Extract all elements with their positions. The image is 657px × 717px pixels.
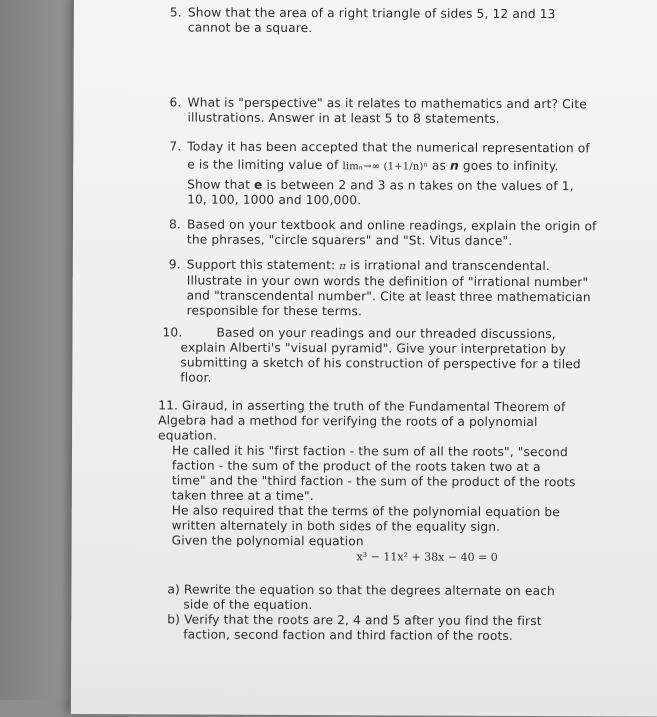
- question-text: Based on your readings and our threaded discussions,: [216, 325, 556, 342]
- question-text: He called it his "first faction - the sum of all the roots", "second: [171, 443, 568, 460]
- part-b-text: b) Verify that the roots are 2, 4 and 5 after you find the first: [167, 612, 542, 629]
- question-7: [169, 139, 590, 209]
- question-5: [170, 5, 556, 37]
- question-text: What is "perspective" as it relates to mathematics and art? Cite: [187, 95, 587, 112]
- question-text: Support this statement:: [186, 257, 336, 273]
- question-number: 6.: [169, 95, 182, 110]
- worksheet-page: [71, 0, 657, 717]
- question-text: e is the limiting value of: [187, 157, 339, 173]
- question-number: 10.: [162, 325, 183, 340]
- question-text: Algebra had a method for verifying the roots of a polynomial: [158, 413, 538, 430]
- question-text: time" and the "third faction - the sum of the product of the roots: [171, 473, 576, 490]
- question-text: illustrations. Answer in at least 5 to 8 statements.: [187, 110, 500, 126]
- question-6: [169, 95, 587, 127]
- question-text: is between 2 and 3 as n takes on the values of 1,: [266, 177, 574, 194]
- question-text: floor.: [180, 370, 212, 385]
- polynomial-equation: x³ − 11x² + 38x − 40 = 0: [356, 550, 498, 564]
- question-text: explain Alberti's "visual pyramid". Give your interpretation by: [180, 340, 566, 357]
- variable-e: e: [254, 177, 263, 192]
- question-11-parts: [167, 582, 555, 644]
- question-text: submitting a sketch of his construction of perspective for a tiled: [180, 355, 581, 372]
- question-text: responsible for these terms.: [186, 303, 363, 319]
- variable-n: n: [450, 158, 459, 173]
- part-a-text: a) Rewrite the equation so that the degrees alternate on each: [167, 582, 555, 599]
- question-number: 7.: [169, 139, 182, 154]
- question-number: 9.: [168, 257, 181, 272]
- question-9: [169, 257, 591, 320]
- question-text: Show that: [187, 177, 251, 192]
- question-text-line: [187, 177, 590, 194]
- question-text: goes to infinity.: [462, 158, 559, 174]
- question-text-line: [187, 257, 591, 275]
- question-text: Based on your textbook and online readings, explain the origin of: [186, 217, 597, 234]
- question-text: He also required that the terms of the polynomial equation be: [171, 503, 560, 520]
- question-text: and "transcendental number". Cite at least three mathematician: [186, 288, 591, 305]
- question-text: Today it has been accepted that the numerical representation of: [187, 139, 590, 156]
- question-text: as: [431, 158, 447, 173]
- question-text: Illustrate in your own words the definition of "irrational number": [186, 273, 589, 290]
- question-text: faction - the sum of the product of the roots taken two at a: [171, 458, 541, 475]
- question-text: written alternately in both sides of the equality sign.: [171, 518, 501, 534]
- question-text: Show that the area of a right triangle of sides 5, 12 and 13: [187, 5, 556, 22]
- question-text: Given the polynomial equation: [171, 533, 364, 549]
- part-a-text: side of the equation.: [183, 597, 313, 613]
- question-8: [169, 217, 597, 249]
- question-text: cannot be a square.: [187, 20, 313, 36]
- question-text: taken three at a time".: [171, 488, 314, 504]
- question-text: equation.: [158, 428, 218, 443]
- question-10: [162, 325, 581, 387]
- part-b-text: faction, second faction and third faction of the roots.: [183, 627, 513, 643]
- question-text: 11. Giraud, in asserting the truth of the Fundamental Theorem of: [158, 398, 566, 415]
- question-text-line: [187, 157, 590, 175]
- pi-symbol: π: [339, 261, 347, 273]
- question-number: 8.: [168, 217, 181, 232]
- question-text: 10, 100, 1000 and 100,000.: [187, 192, 362, 208]
- question-text: is irrational and transcendental.: [350, 258, 550, 274]
- question-number: 5.: [169, 5, 182, 20]
- limit-expression: limₙ→∞ (1+1/n)ⁿ: [342, 161, 428, 173]
- question-text: the phrases, "circle squarers" and "St. Vitus dance".: [186, 232, 513, 248]
- question-11: [158, 398, 576, 550]
